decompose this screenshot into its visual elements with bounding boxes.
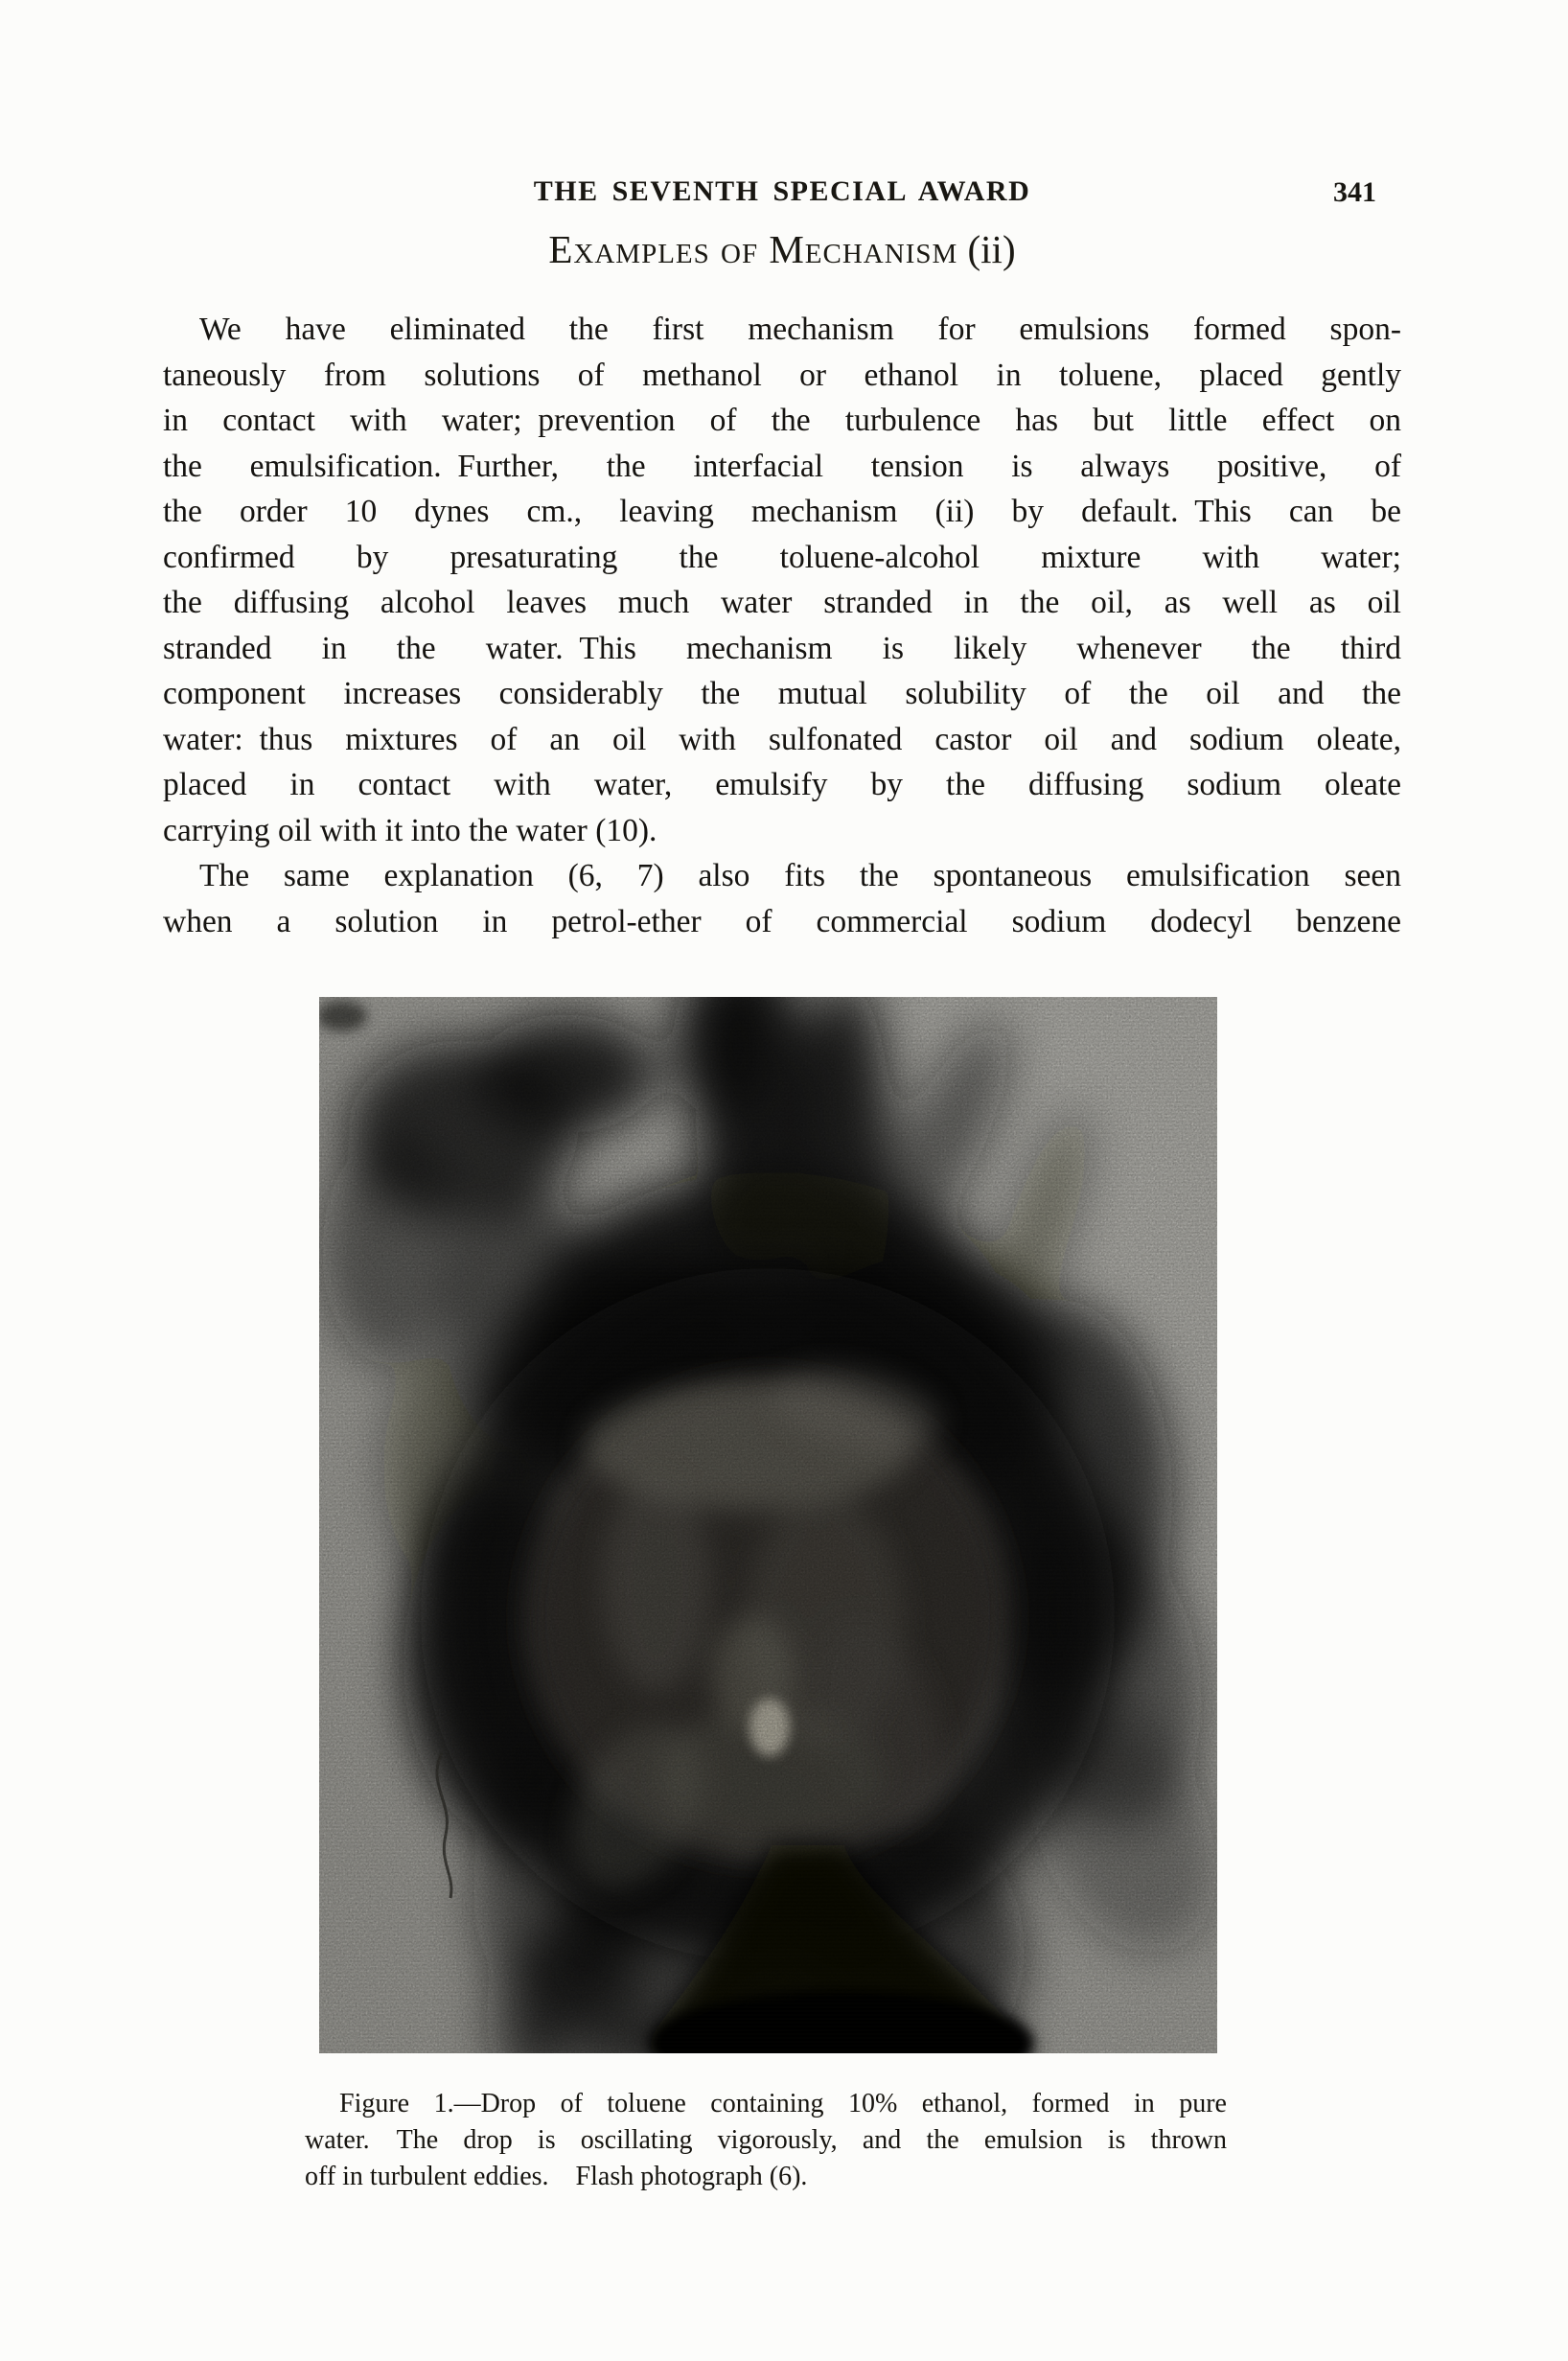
paragraph-1-line: placed in contact with water, emulsify by the diffusing sodium oleate — [163, 767, 1401, 802]
paragraph-1-line: water: thus mixtures of an oil with sulfonated castor oil and sodium oleate, — [163, 721, 1401, 757]
figure-1 — [305, 997, 1227, 2195]
paragraph-1-line: stranded in the water. This mechanism is likely whenever the third — [163, 630, 1401, 666]
paragraph-1-line: taneously from solutions of methanol or ethanol in toluene, placed gently — [163, 357, 1401, 393]
photo-scanlines — [319, 997, 1217, 2053]
body-text — [163, 307, 1401, 944]
paragraph-1-line: component increases considerably the mutual solubility of the oil and the — [163, 676, 1401, 711]
section-heading-main: Examples of Mechanism — [548, 227, 958, 271]
paragraph-2-line: when a solution in petrol-ether of commercial sodium dodecyl benzene — [163, 903, 1401, 939]
paragraph-1-line: confirmed by presaturating the toluene-alcohol mixture with water; — [163, 539, 1401, 575]
page-number: 341 — [1333, 176, 1376, 208]
paragraph-1-line: the order 10 dynes cm., leaving mechanism (ii) by default. This can be — [163, 494, 1401, 529]
running-head-title: THE SEVENTH SPECIAL AWARD — [533, 175, 1031, 207]
paragraph-1-line: carrying oil with it into the water (10). — [163, 812, 657, 848]
paragraph-1-line: the emulsification. Further, the interfacial tension is always positive, of — [163, 448, 1401, 484]
figure-1-photograph — [319, 997, 1217, 2053]
figure-caption-line: Figure 1.—Drop of toluene containing 10% ethanol, formed in pure — [339, 2089, 1227, 2118]
section-heading-suffix: (ii) — [957, 227, 1016, 271]
figure-caption-line: off in turbulent eddies. Flash photograph (6). — [305, 2162, 808, 2191]
section-heading — [163, 226, 1401, 272]
paragraph-1-line: We have eliminated the first mechanism for emulsions formed spon- — [199, 312, 1401, 347]
paragraph-2-line: The same explanation (6, 7) also fits the spontaneous emulsification seen — [199, 858, 1401, 893]
running-head — [163, 175, 1401, 214]
paragraph-1-line: the diffusing alcohol leaves much water stranded in the oil, as well as oil — [163, 585, 1401, 620]
figure-caption — [305, 2086, 1227, 2195]
paragraph-1-line: in contact with water; prevention of the turbulence has but little effect on — [163, 403, 1401, 438]
figure-caption-line: water. The drop is oscillating vigorously, and the emulsion is thrown — [305, 2125, 1227, 2155]
